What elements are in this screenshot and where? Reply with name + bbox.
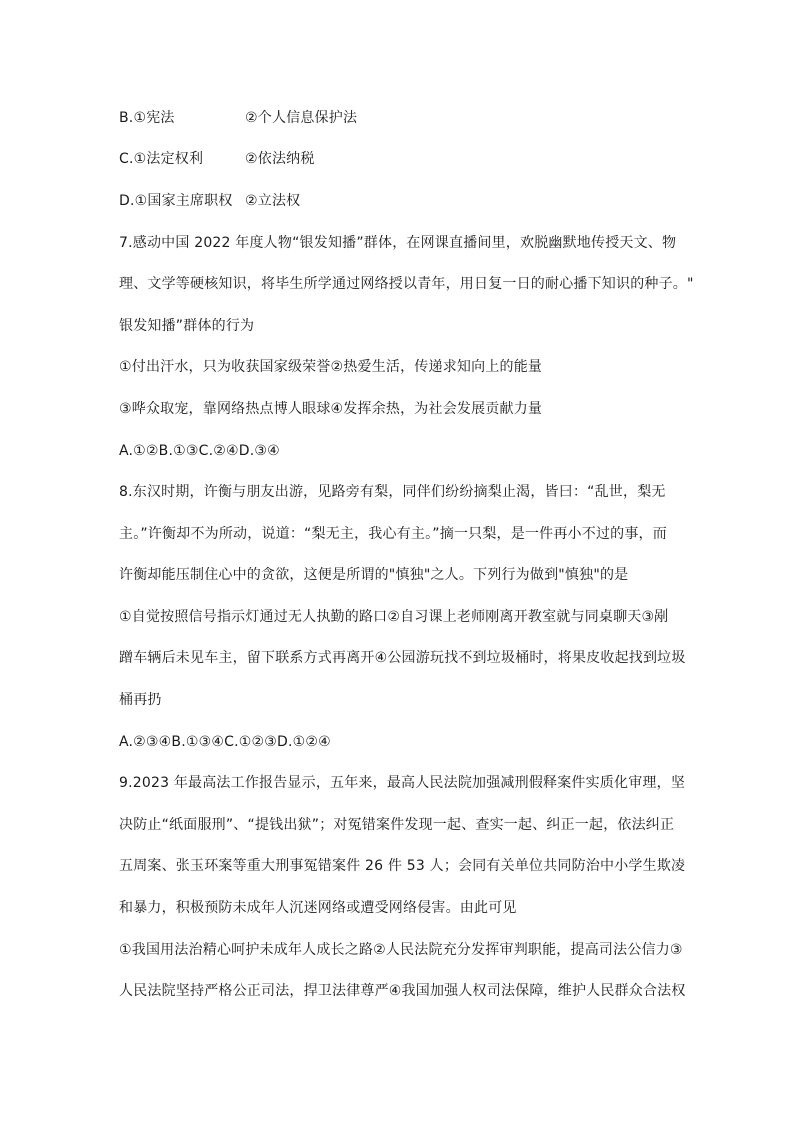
- q8-statement-line-3: 桶再扔: [119, 692, 162, 708]
- option-c-first: C.①法定权利: [119, 151, 204, 167]
- q9-stem-line-4: 和暴力，积极预防未成年人沉迷网络或遭受网络侵害。由此可见: [119, 900, 517, 916]
- option-b-second: ②个人信息保护法: [245, 110, 358, 126]
- q9-stem-line-1: 9.2023 年最高法工作报告显示，五年来，最高人民法院加强减刑假释案件实质化审理，坚: [119, 775, 686, 791]
- q8-statement-line-2: 蹭车辆后未见车主，留下联系方式再离开④公园游玩找不到垃圾桶时，将果皮收起找到垃圾: [119, 650, 686, 666]
- q8-statement-line-1: ①自觉按照信号指示灯通过无人执勤的路口②自习课上老师刚离开教室就与同桌聊天③剐: [119, 609, 669, 625]
- option-d: [119, 191, 679, 211]
- q9-statement-line-1: ①我国用法治精心呵护未成年人成长之路②人民法院充分发挥审判职能，提高司法公信力③: [119, 942, 683, 958]
- q8-stem-line-1: 8.东汉时期，许衡与朋友出游，见路旁有梨，同伴们纷纷摘梨止渴，皆曰：“乱世，梨无: [119, 484, 666, 500]
- q7-statement-line-1: ①付出汗水，只为收获国家级荣誉②热爱生活，传递求知向上的能量: [119, 359, 543, 375]
- option-b: [119, 108, 679, 128]
- option-c-second: ②依法纳税: [245, 151, 315, 167]
- q7-stem-line-1: 7.感动中国 2022 年度人物“银发知播”群体，在网课直播间里，欢脱幽默地传授天文、物: [119, 235, 677, 251]
- option-b-first: B.①宪法: [119, 110, 175, 126]
- q7-stem-line-3: 银发知播”群体的行为: [119, 318, 255, 334]
- q7-options: A.①②B.①③C.②④D.③④: [119, 443, 280, 459]
- option-d-first: D.①国家主席职权: [119, 193, 233, 209]
- q7-statement-line-2: ③哗众取宠，靠网络热点博人眼球④发挥余热，为社会发展贡献力量: [119, 401, 543, 417]
- option-c: [119, 149, 679, 169]
- q9-stem-line-2: 决防止“纸面服刑”、“提钱出狱”；对冤错案件发现一起、查实一起、纠正一起，依法纠正: [119, 817, 675, 833]
- q9-statement-line-2: 人民法院坚持严格公正司法，捍卫法律尊严④我国加强人权司法保障，维护人民群众合法权: [119, 983, 686, 999]
- option-d-second: ②立法权: [245, 193, 301, 209]
- q8-stem-line-2: 主。”许衡却不为所动，说道：“梨无主，我心有主。”摘一只梨，是一件再小不过的事，而: [119, 526, 667, 542]
- q8-options: A.②③④B.①③④C.①②③D.①②④: [119, 734, 331, 750]
- q8-stem-line-3: 许衡却能压制住心中的贪欲，这便是所谓的"慎独"之人。下列行为做到"慎独"的是: [119, 567, 629, 583]
- q9-stem-line-3: 五周案、张玉环案等重大刑事冤错案件 26 件 53 人；会同有关单位共同防治中小学生欺凌: [119, 858, 686, 874]
- q7-stem-line-2: 理、文学等硬核知识，将毕生所学通过网络授以青年，用日复一日的耐心播下知识的种子。": [119, 276, 694, 292]
